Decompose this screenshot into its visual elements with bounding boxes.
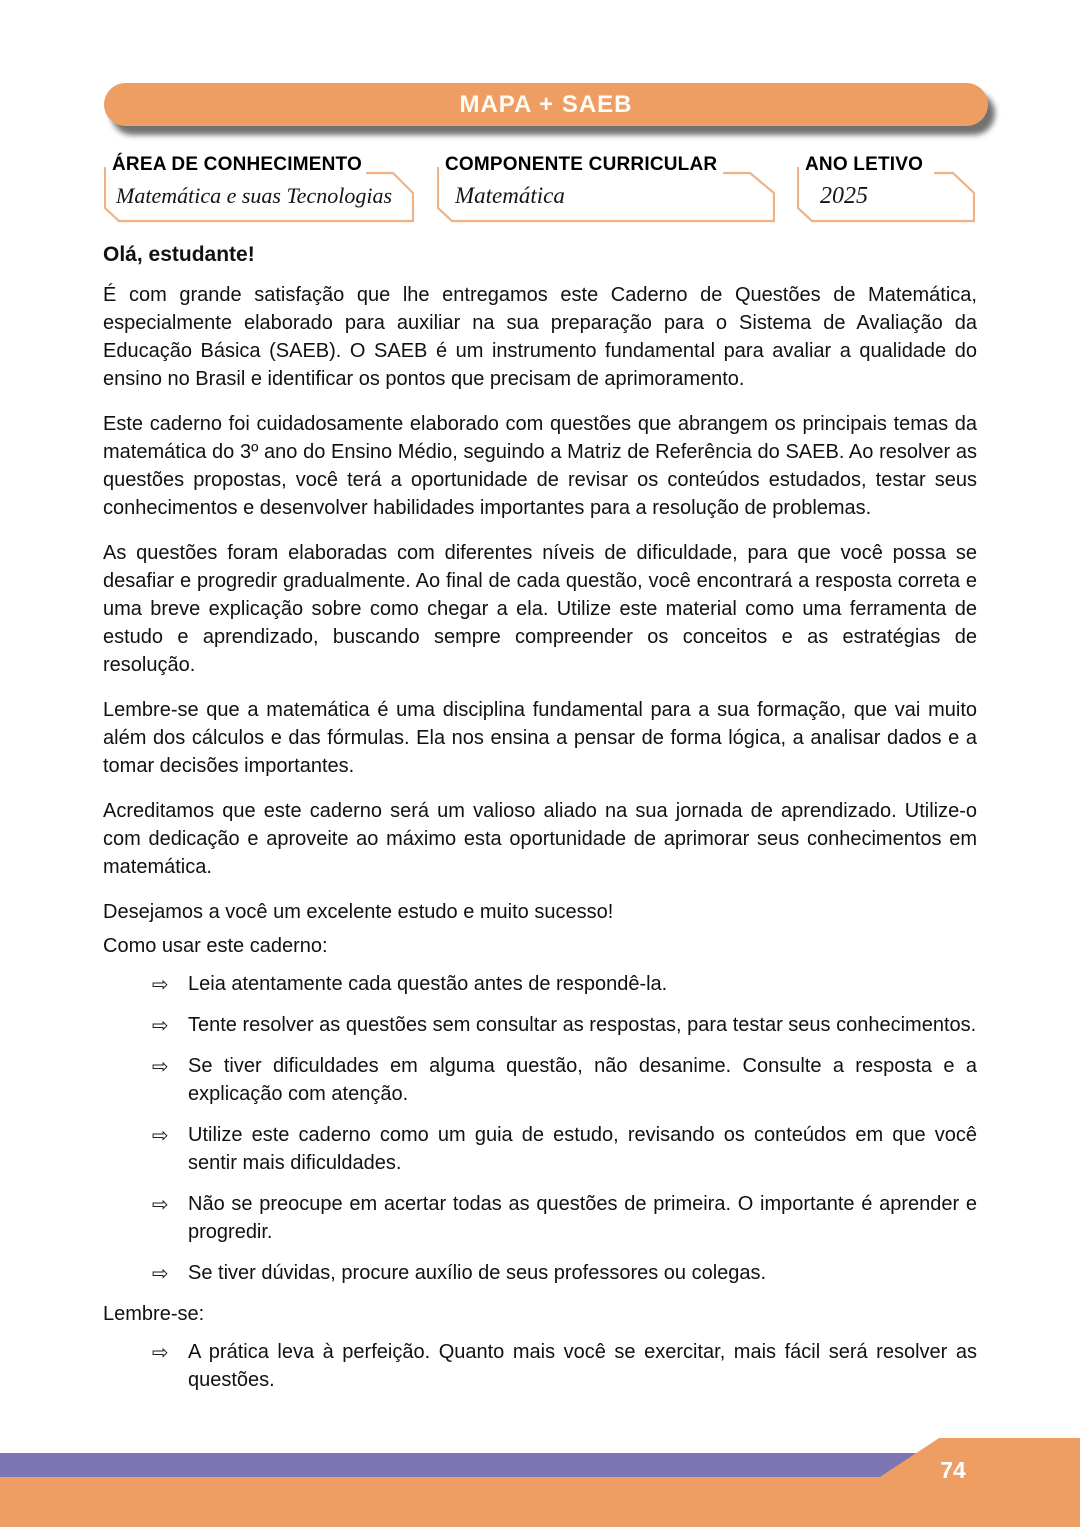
list-item-text: Tente resolver as questões sem consultar as respostas, para testar seus conhecimentos. xyxy=(188,1014,977,1036)
field-value: 2025 xyxy=(820,183,868,209)
remember-list xyxy=(103,1338,977,1394)
field-ano-letivo xyxy=(797,152,975,226)
arrow-bullet-icon: ⇨ xyxy=(152,1340,169,1364)
arrow-bullet-icon: ⇨ xyxy=(152,1192,169,1216)
arrow-bullet-icon: ⇨ xyxy=(152,1123,169,1147)
field-label: ANO LETIVO xyxy=(805,154,924,175)
banner-title: MAPA + SAEB xyxy=(459,90,633,118)
field-value: Matemática e suas Tecnologias xyxy=(116,183,392,208)
list-item xyxy=(103,1259,977,1287)
arrow-bullet-icon: ⇨ xyxy=(152,1261,169,1285)
list-item xyxy=(103,1190,977,1246)
list-item-text: Se tiver dúvidas, procure auxílio de seus professores ou colegas. xyxy=(188,1262,767,1284)
list-item xyxy=(103,1121,977,1177)
list-item xyxy=(103,1052,977,1108)
paragraph: Este caderno foi cuidadosamente elaborado com questões que abrangem os principais temas da matemática do 3º ano do Ensino Médio, seguindo a Matriz de Referência do SAEB. Ao resolver as questões propostas, você terá a oportunidade de revisar os conteúdos estudados, testar seus conhecimentos e desenvolver habilidades importantes para a resolução de problemas. xyxy=(103,413,977,519)
list-item-text: Utilize este caderno como um guia de estudo, revisando os conteúdos em que você sentir mais dificuldades. xyxy=(188,1124,977,1174)
page-number: 74 xyxy=(940,1457,966,1483)
how-to-title: Como usar este caderno: xyxy=(103,935,328,957)
body-content xyxy=(103,241,977,1407)
list-item xyxy=(103,1338,977,1394)
remember-title: Lembre-se: xyxy=(103,1303,205,1325)
field-label: ÁREA DE CONHECIMENTO xyxy=(112,154,362,175)
list-item-text: Leia atentamente cada questão antes de respondê-la. xyxy=(188,973,668,995)
list-item-text: Se tiver dificuldades em alguma questão, não desanime. Consulte a resposta e a explicação com atenção. xyxy=(188,1055,977,1105)
field-value: Matemática xyxy=(455,183,565,208)
list-item xyxy=(103,970,977,998)
paragraph: Acreditamos que este caderno será um valioso aliado na sua jornada de aprendizado. Utilize-o com dedicação e aproveite ao máximo esta oportunidade de aprimorar seus conhecimentos em matemática. xyxy=(103,800,977,878)
arrow-bullet-icon: ⇨ xyxy=(152,972,169,996)
list-item-text: Não se preocupe em acertar todas as questões de primeira. O importante é aprender e progredir. xyxy=(188,1193,977,1243)
list-item xyxy=(103,1011,977,1039)
arrow-bullet-icon: ⇨ xyxy=(152,1054,169,1078)
list-item-text: A prática leva à perfeição. Quanto mais você se exercitar, mais fácil será resolver as questões. xyxy=(188,1341,977,1391)
arrow-bullet-icon: ⇨ xyxy=(152,1013,169,1037)
banner xyxy=(104,83,988,126)
closing-line: Desejamos a você um excelente estudo e muito sucesso! xyxy=(103,901,614,923)
paragraph: As questões foram elaboradas com diferentes níveis de dificuldade, para que você possa se desafiar e progredir gradualmente. Ao final de cada questão, você encontrará a resposta correta e uma breve explicação sobre como chegar a ela. Utilize este material como uma ferramenta de estudo e aprendizado, buscando sempre compreender os conceitos e as estratégias de resolução. xyxy=(103,542,977,676)
paragraph: Lembre-se que a matemática é uma disciplina fundamental para a sua formação, que vai muito além dos cálculos e das fórmulas. Ela nos ensina a pensar de forma lógica, a analisar dados e a tomar decisões importantes. xyxy=(103,699,977,777)
field-componente-curricular xyxy=(437,152,775,226)
field-label: COMPONENTE CURRICULAR xyxy=(445,154,718,175)
greeting-heading: Olá, estudante! xyxy=(103,243,255,266)
field-area-de-conhecimento xyxy=(104,152,414,226)
paragraph: É com grande satisfação que lhe entregamos este Caderno de Questões de Matemática, especialmente elaborado para auxiliar na sua preparação para o Sistema de Avaliação da Educação Básica (SAEB). O SAEB é um instrumento fundamental para avaliar a qualidade do ensino no Brasil e identificar os pontos que precisam de aprimoramento. xyxy=(103,284,977,390)
how-to-list xyxy=(103,970,977,1287)
